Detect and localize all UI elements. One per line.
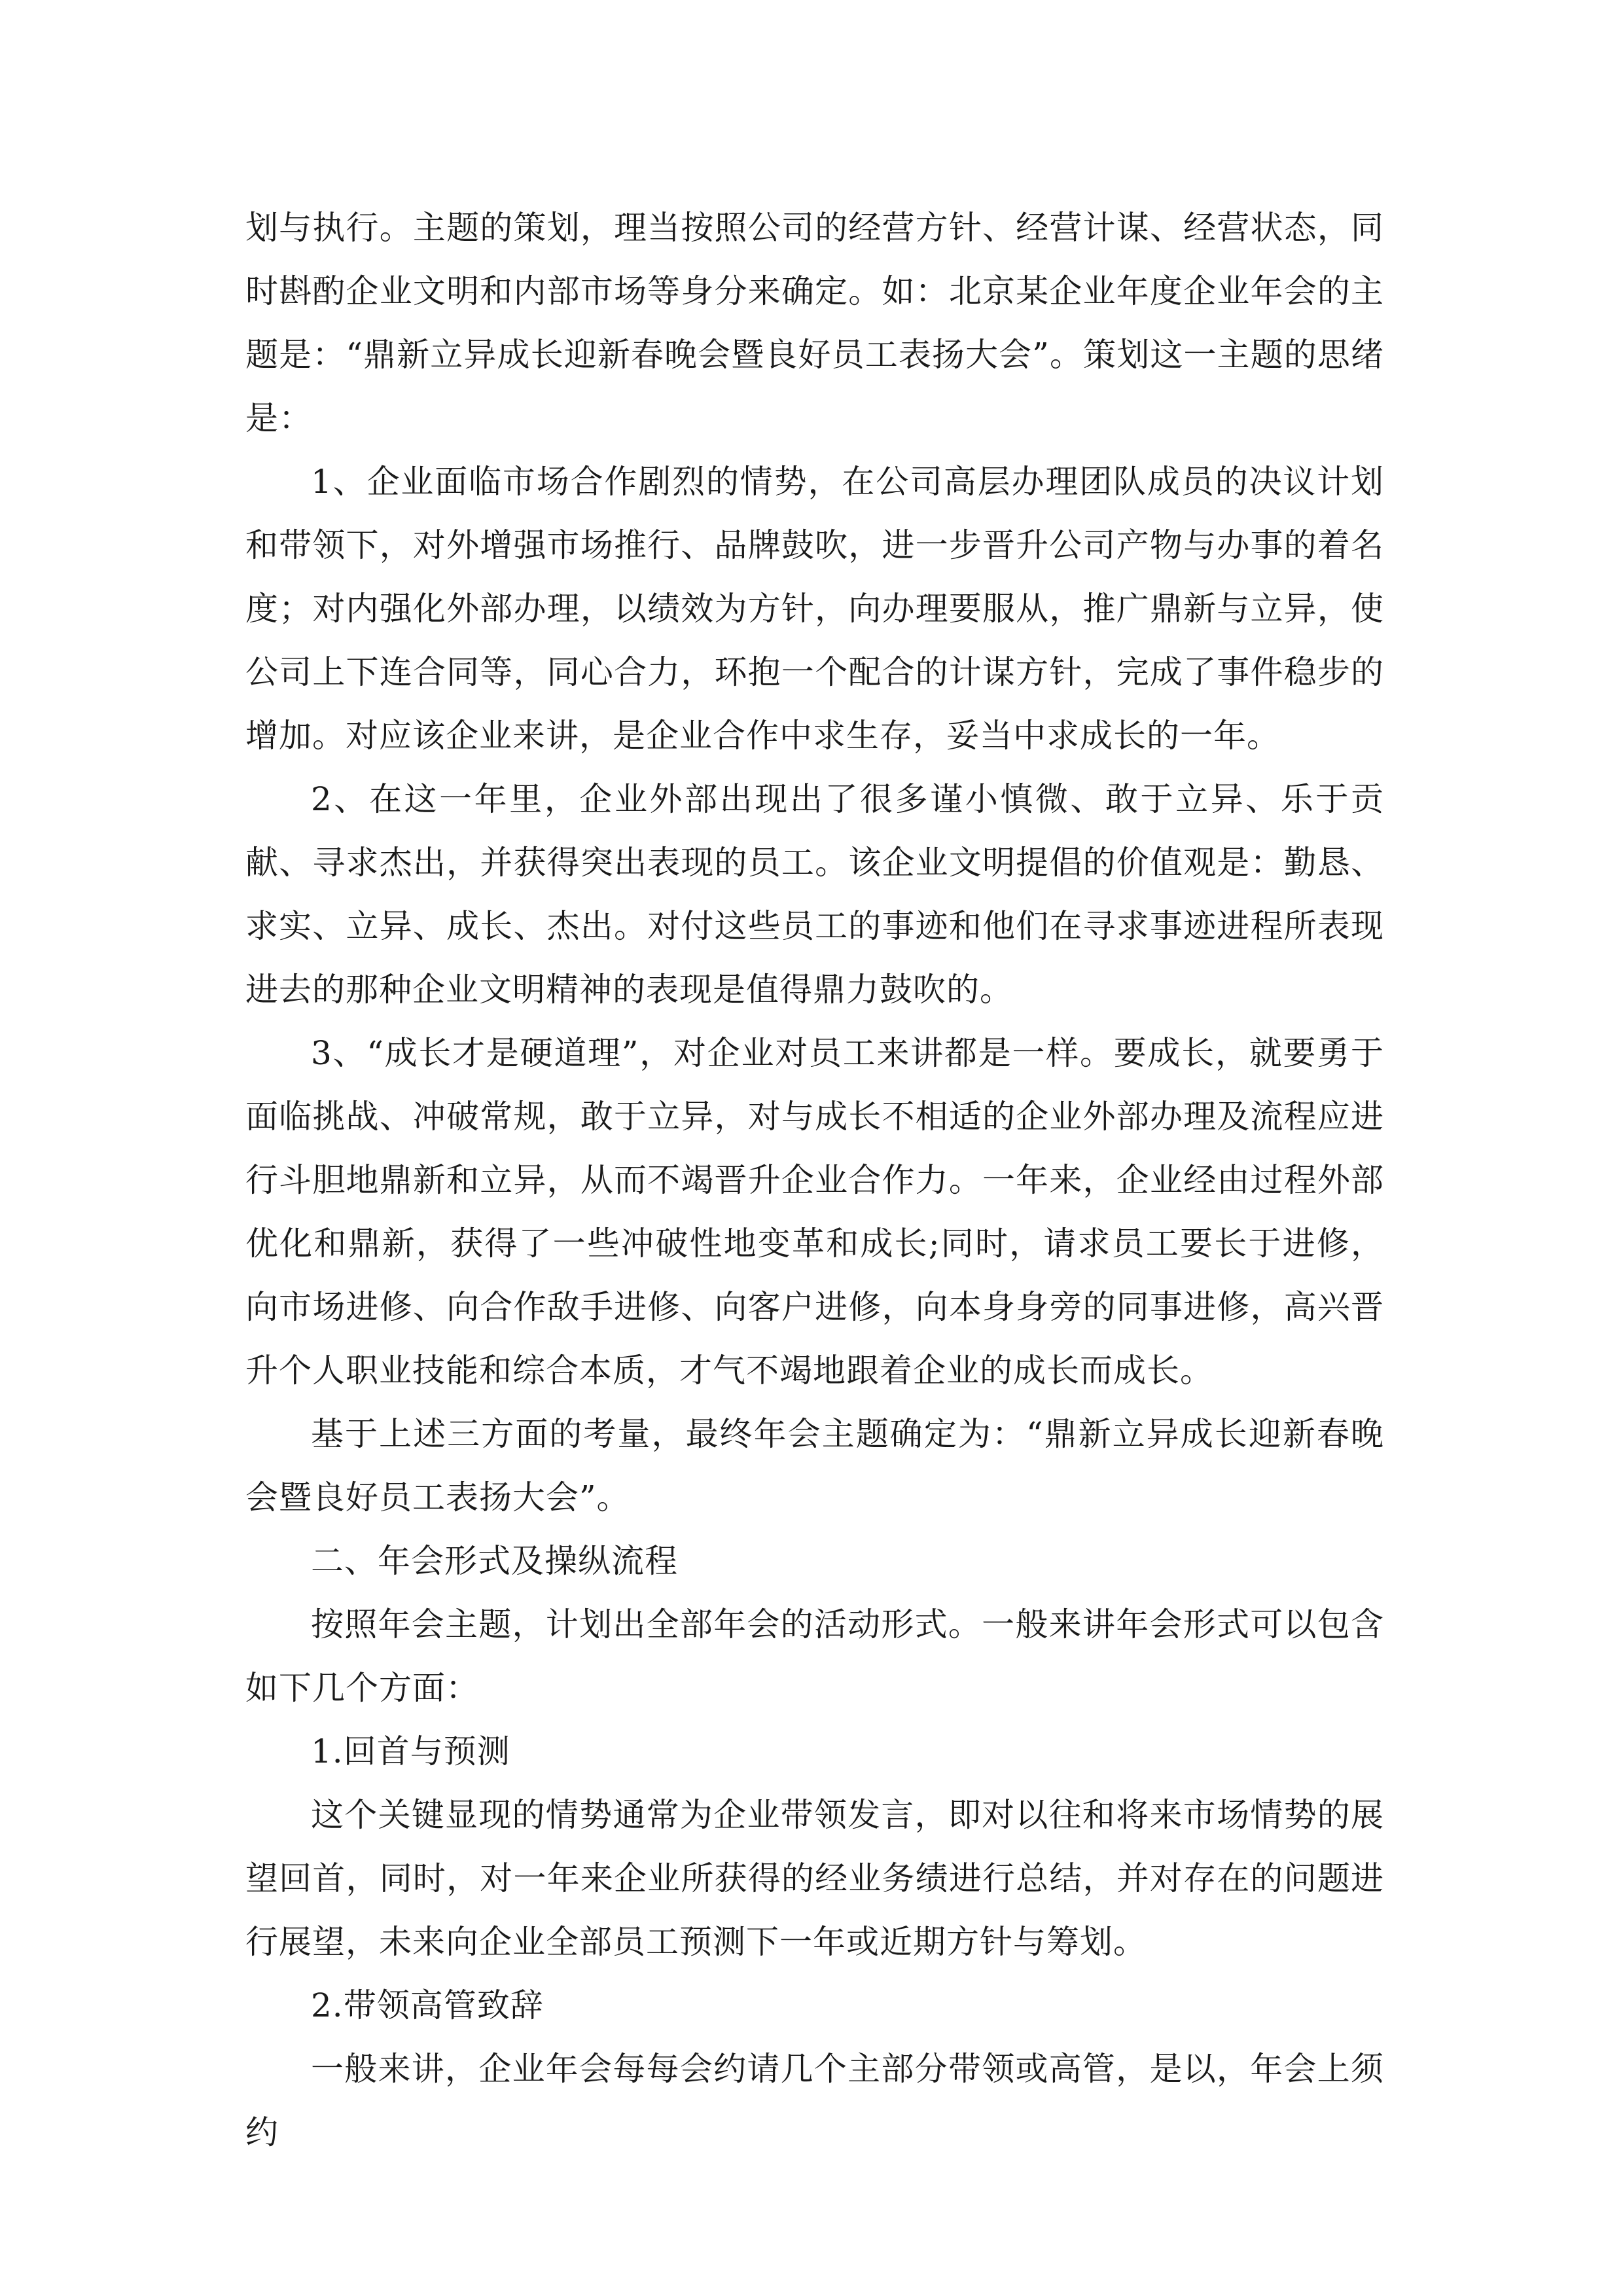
- paragraph-theme-planning: 划与执行。主题的策划，理当按照公司的经营方针、经营计谋、经营状态，同时斟酌企业文明和内部市场等身分来确定。如：北京某企业年度企业年会的主题是：“鼎新立异成长迎新春晚会暨良好员工表扬大会”。策划这一主题的思绪是：: [245, 209, 1384, 437]
- section-heading-format: 二、年会形式及操纵流程: [311, 1542, 678, 1580]
- paragraph-leader-speech: 一般来讲，企业年会每每会约请几个主部分带领或高管，是以，年会上须约: [245, 2050, 1384, 2151]
- paragraph-format-intro: 按照年会主题，计划出全部年会的活动形式。一般来讲年会形式可以包含如下几个方面：: [245, 1605, 1384, 1707]
- paragraph-point-2: 2、在这一年里，企业外部出现出了很多谨小慎微、敢于立异、乐于贡献、寻求杰出，并获得突出表现的员工。该企业文明提倡的价值观是：勤恳、求实、立异、成长、杰出。对付这些员工的事迹和他们在寻求事迹进程所表现进去的那种企业文明精神的表现是值得鼎力鼓吹的。: [245, 780, 1384, 1009]
- paragraph-point-3: 3、“成长才是硬道理”，对企业对员工来讲都是一样。要成长，就要勇于面临挑战、冲破常规，敢于立异，对与成长不相适的企业外部办理及流程应进行斗胆地鼎新和立异，从而不竭晋升企业合作力。一年来，企业经由过程外部优化和鼎新，获得了一些冲破性地变革和成长;同时，请求员工要长于进修，向市场进修、向合作敌手进修、向客户进修，向本身身旁的同事进修，高兴晋升个人职业技能和综合本质，才气不竭地跟着企业的成长而成长。: [245, 1034, 1384, 1390]
- paragraph-point-1: 1、企业面临市场合作剧烈的情势，在公司高层办理团队成员的决议计划和带领下，对外增强市场推行、品牌鼓吹，进一步晋升公司产物与办事的着名度；对内强化外部办理，以绩效为方针，向办理要服从，推广鼎新与立异，使公司上下连合同等，同心合力，环抱一个配合的计谋方针，完成了事件稳步的增加。对应该企业来讲，是企业合作中求生存，妥当中求成长的一年。: [245, 463, 1384, 755]
- paragraph-review-forecast: 这个关键显现的情势通常为企业带领发言，即对以往和将来市场情势的展望回首，同时，对一年来企业所获得的经业务绩进行总结，并对存在的问题进行展望，未来向企业全部员工预测下一年或近期方针与筹划。: [245, 1796, 1384, 1961]
- subheading-review-forecast: 1.回首与预测: [311, 1732, 510, 1770]
- document-body: [245, 196, 1384, 2164]
- subheading-leader-speech: 2.带领高管致辞: [311, 1986, 544, 2024]
- paragraph-conclusion: 基于上述三方面的考量，最终年会主题确定为：“鼎新立异成长迎新春晚会暨良好员工表扬大会”。: [245, 1415, 1384, 1516]
